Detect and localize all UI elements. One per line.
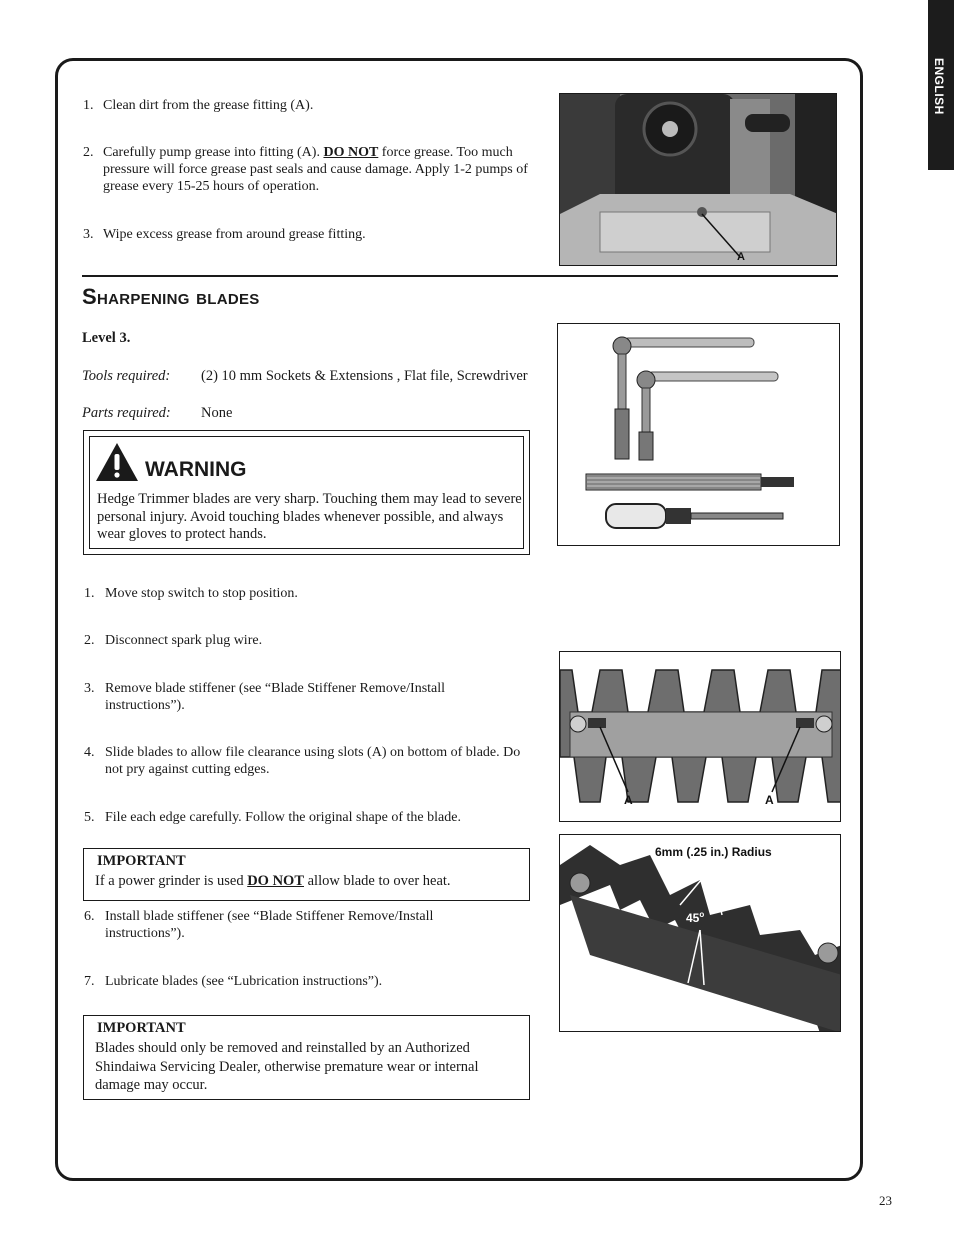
step-text: Lubricate blades (see “Lubrication instructions”). [105, 974, 383, 989]
important-text: Blades should only be removed and reinstalled by an Authorized Shindaiwa Servicing Dealer, otherwise premature wear or internal damage may occur. [95, 1040, 479, 1093]
warning-title: WARNING [145, 458, 247, 481]
step-number: 2. [83, 145, 94, 160]
step-text: Clean dirt from the grease fitting (A). [103, 98, 314, 113]
blade-slots-photo [559, 651, 841, 822]
step-text: Remove blade stiffener (see “Blade Stiffener Remove/Install instructions”). [105, 681, 446, 713]
step-number: 5. [84, 810, 95, 825]
slot-callout-left: A [624, 793, 633, 807]
angle-callout [686, 910, 704, 925]
step-text: Slide blades to allow file clearance using slots (A) on bottom of blade. Do not pry against cutting edges. [105, 745, 521, 777]
step-number: 6. [84, 909, 95, 924]
step-text-post: force grease. Too much pressure will force grease past seals and cause damage. Apply 1-2 pumps of grease every 15-25 hours of operation. [103, 145, 528, 194]
warning-text: Hedge Trimmer blades are very sharp. Touching them may lead to severe personal injury. Avoid touching blades whenever possible, and always wear gloves to protect hands. [97, 491, 522, 542]
step-number: 3. [83, 227, 94, 242]
step-number: 7. [84, 974, 95, 989]
important-text [95, 872, 520, 891]
important-text-post: allow blade to over heat. [304, 873, 451, 889]
blade-edge-illustration [560, 835, 841, 1032]
heading-rest: harpening blades [96, 284, 260, 309]
warning-inner-border [89, 436, 524, 549]
page-number: 23 [879, 1193, 892, 1208]
important-text-pre: If a power grinder is used [95, 873, 248, 889]
tools-photo [557, 323, 840, 546]
blade-illustration [560, 652, 841, 822]
fitting-callout-a: A [737, 251, 745, 263]
step-number: 3. [84, 681, 95, 696]
parts-label: Parts required: [82, 405, 171, 421]
level-label: Level 3. [82, 330, 131, 346]
angle-value: 45 [686, 911, 700, 925]
step-text: Wipe excess grease from around grease fitting. [103, 227, 366, 242]
important-title: IMPORTANT [97, 853, 186, 869]
section-heading [82, 284, 260, 310]
warning-triangle-icon [94, 441, 140, 483]
step-text-pre: Carefully pump grease into fitting (A). [103, 145, 324, 160]
step-number: 1. [84, 586, 95, 601]
do-not-emphasis: DO NOT [247, 873, 304, 889]
important-title: IMPORTANT [97, 1020, 186, 1036]
step-text: Disconnect spark plug wire. [105, 633, 263, 648]
degree-symbol: o [699, 910, 705, 919]
step-number: 2. [84, 633, 95, 648]
important-box-grinder [83, 848, 530, 901]
grease-step-2 [83, 144, 543, 196]
radius-callout: 6mm (.25 in.) Radius [655, 845, 772, 859]
tools-label: Tools required: [82, 368, 171, 384]
grease-fitting-photo [559, 93, 837, 266]
language-tab-label: ENGLISH [932, 58, 946, 115]
tools-illustration [558, 324, 840, 546]
tools-value: (2) 10 mm Sockets & Extensions , Flat file, Screwdriver [201, 368, 528, 384]
step-text: File each edge carefully. Follow the original shape of the blade. [105, 810, 461, 825]
do-not-emphasis: DO NOT [323, 145, 379, 160]
step-number: 4. [84, 745, 95, 760]
blade-edge-photo [559, 834, 841, 1032]
heading-initial: S [82, 284, 97, 309]
important-box-dealer [83, 1015, 530, 1100]
section-divider [82, 275, 838, 277]
engine-illustration [560, 94, 837, 266]
warning-box [83, 430, 530, 555]
step-text: Install blade stiffener (see “Blade Stiffener Remove/Install instructions”). [105, 909, 434, 941]
language-tab [928, 0, 954, 170]
step-text: Move stop switch to stop position. [105, 586, 298, 601]
step-number: 1. [83, 98, 94, 113]
slot-callout-right: A [765, 793, 774, 807]
step-text [103, 144, 543, 195]
parts-value: None [201, 405, 233, 421]
